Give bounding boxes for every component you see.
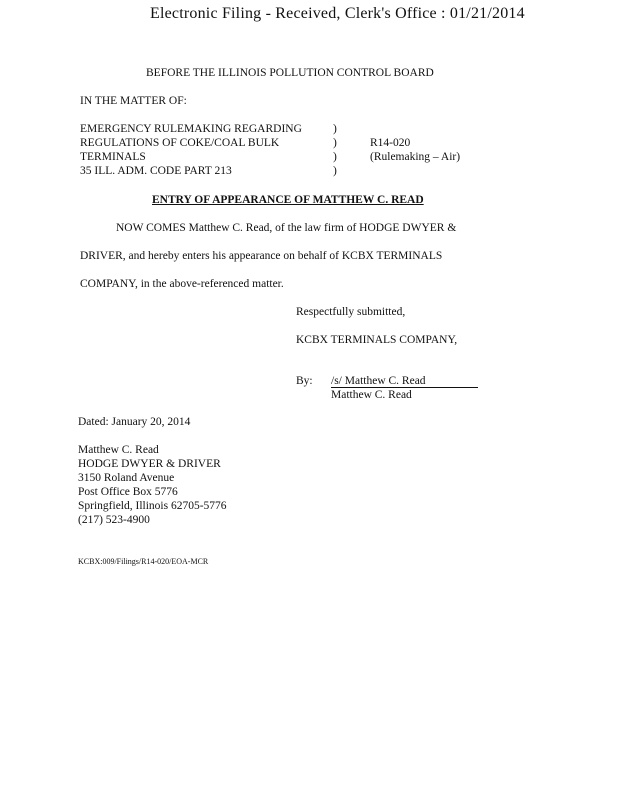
signature: /s/ Matthew C. Read [331, 375, 478, 388]
caption-line: TERMINALS [80, 151, 146, 163]
case-type: (Rulemaking – Air) [370, 151, 461, 163]
company-name: KCBX TERMINALS COMPANY, [296, 334, 458, 346]
signer-name: Matthew C. Read [331, 389, 412, 401]
caption-line: 35 ILL. ADM. CODE PART 213 [80, 165, 232, 177]
address-line: Springfield, Illinois 62705-5776 [78, 500, 227, 512]
address-line: HODGE DWYER & DRIVER [78, 458, 221, 470]
matter-label: IN THE MATTER OF: [80, 95, 187, 107]
address-line: Post Office Box 5776 [78, 486, 178, 498]
address-line: 3150 Roland Avenue [78, 472, 175, 484]
respectfully-submitted: Respectfully submitted, [296, 306, 406, 318]
footer-reference: KCBX:009/Filings/R14-020/EOA-MCR [78, 557, 209, 566]
body-paragraph-line: DRIVER, and hereby enters his appearance on behalf of KCBX TERMINALS [80, 250, 443, 262]
body-paragraph-line: NOW COMES Matthew C. Read, of the law firm of HODGE DWYER & [116, 222, 457, 234]
board-title: BEFORE THE ILLINOIS POLLUTION CONTROL BOARD [146, 67, 434, 79]
case-number: R14-020 [370, 137, 411, 149]
dated-line: Dated: January 20, 2014 [78, 416, 191, 428]
caption-bracket: ) [333, 151, 337, 163]
body-paragraph-line: COMPANY, in the above-referenced matter. [80, 278, 284, 290]
address-line: Matthew C. Read [78, 444, 159, 456]
caption-bracket: ) [333, 165, 337, 177]
caption-bracket: ) [333, 123, 337, 135]
document-title: ENTRY OF APPEARANCE OF MATTHEW C. READ [152, 194, 424, 206]
address-line: (217) 523-4900 [78, 514, 150, 526]
caption-line: REGULATIONS OF COKE/COAL BULK [80, 137, 280, 149]
caption-line: EMERGENCY RULEMAKING REGARDING [80, 123, 302, 135]
header-stamp: Electronic Filing - Received, Clerk's Office : 01/21/2014 [150, 5, 525, 22]
signature-line [331, 375, 478, 388]
caption-bracket: ) [333, 137, 337, 149]
by-label: By: [296, 375, 313, 387]
